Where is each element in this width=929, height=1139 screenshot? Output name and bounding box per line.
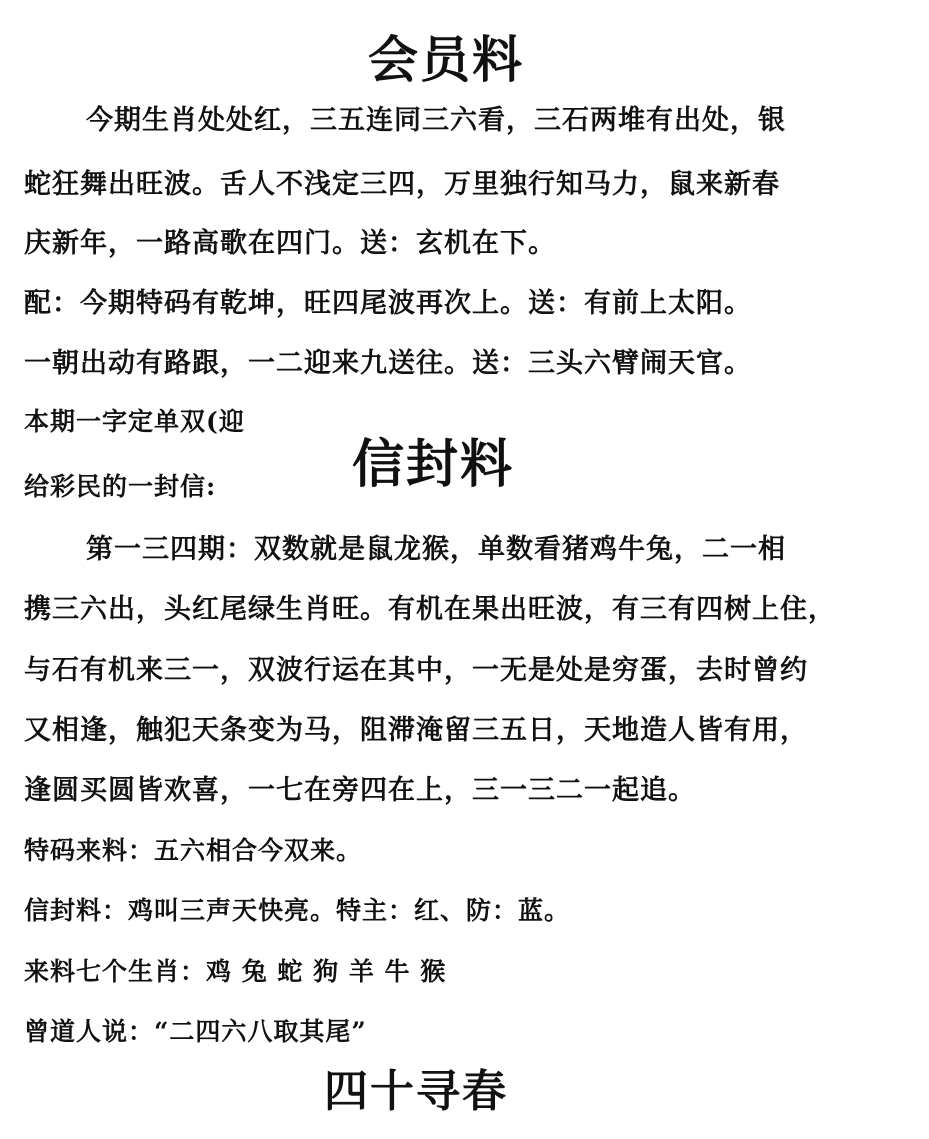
letter-line-4: 又相逢，触犯天条变为马，阻滞淹留三五日，天地造人皆有用， — [24, 715, 808, 746]
member-line-1: 今期生肖处处红，三五连同三六看，三石两堆有出处，银 — [86, 105, 786, 136]
member-section-title: 会员料 — [368, 30, 524, 89]
letter-line-3: 与石有机来三一，双波行运在其中，一无是处是穷蛋，去时曾约 — [24, 655, 808, 686]
letter-line-8: 来料七个生肖：鸡 兔 蛇 狗 羊 牛 猴 — [24, 957, 447, 986]
letter-line-7: 信封料：鸡叫三声天快亮。特主：红、防：蓝。 — [24, 896, 571, 925]
letter-line-9: 曾道人说：“二四六八取其尾” — [24, 1017, 367, 1046]
member-line-5: 一朝出动有路跟，一二迎来九送往。送：三头六臂闹天官。 — [24, 348, 752, 379]
letter-line-5: 逢圆买圆皆欢喜，一七在旁四在上，三一三二一起追。 — [24, 775, 696, 806]
letter-section-title: 信封料 — [352, 434, 515, 495]
letter-line-1: 第一三四期：双数就是鼠龙猴，单数看猪鸡牛兔，二一相 — [86, 534, 786, 565]
spring-section-title: 四十寻春 — [324, 1066, 508, 1117]
member-line-3: 庆新年，一路高歌在四门。送：玄机在下。 — [24, 228, 556, 259]
letter-line-6: 特码来料：五六相合今双来。 — [24, 836, 363, 865]
member-line-4: 配：今期特码有乾坤，旺四尾波再次上。送：有前上太阳。 — [24, 288, 752, 319]
letter-line-2: 携三六出，头红尾绿生肖旺。有机在果出旺波，有三有四树上住， — [24, 594, 836, 625]
member-line-2: 蛇狂舞出旺波。舌人不浅定三四，万里独行知马力，鼠来新春 — [24, 169, 780, 200]
member-line-6: 本期一字定单双(迎 — [24, 407, 245, 436]
member-line-7: 给彩民的一封信: — [24, 472, 217, 501]
